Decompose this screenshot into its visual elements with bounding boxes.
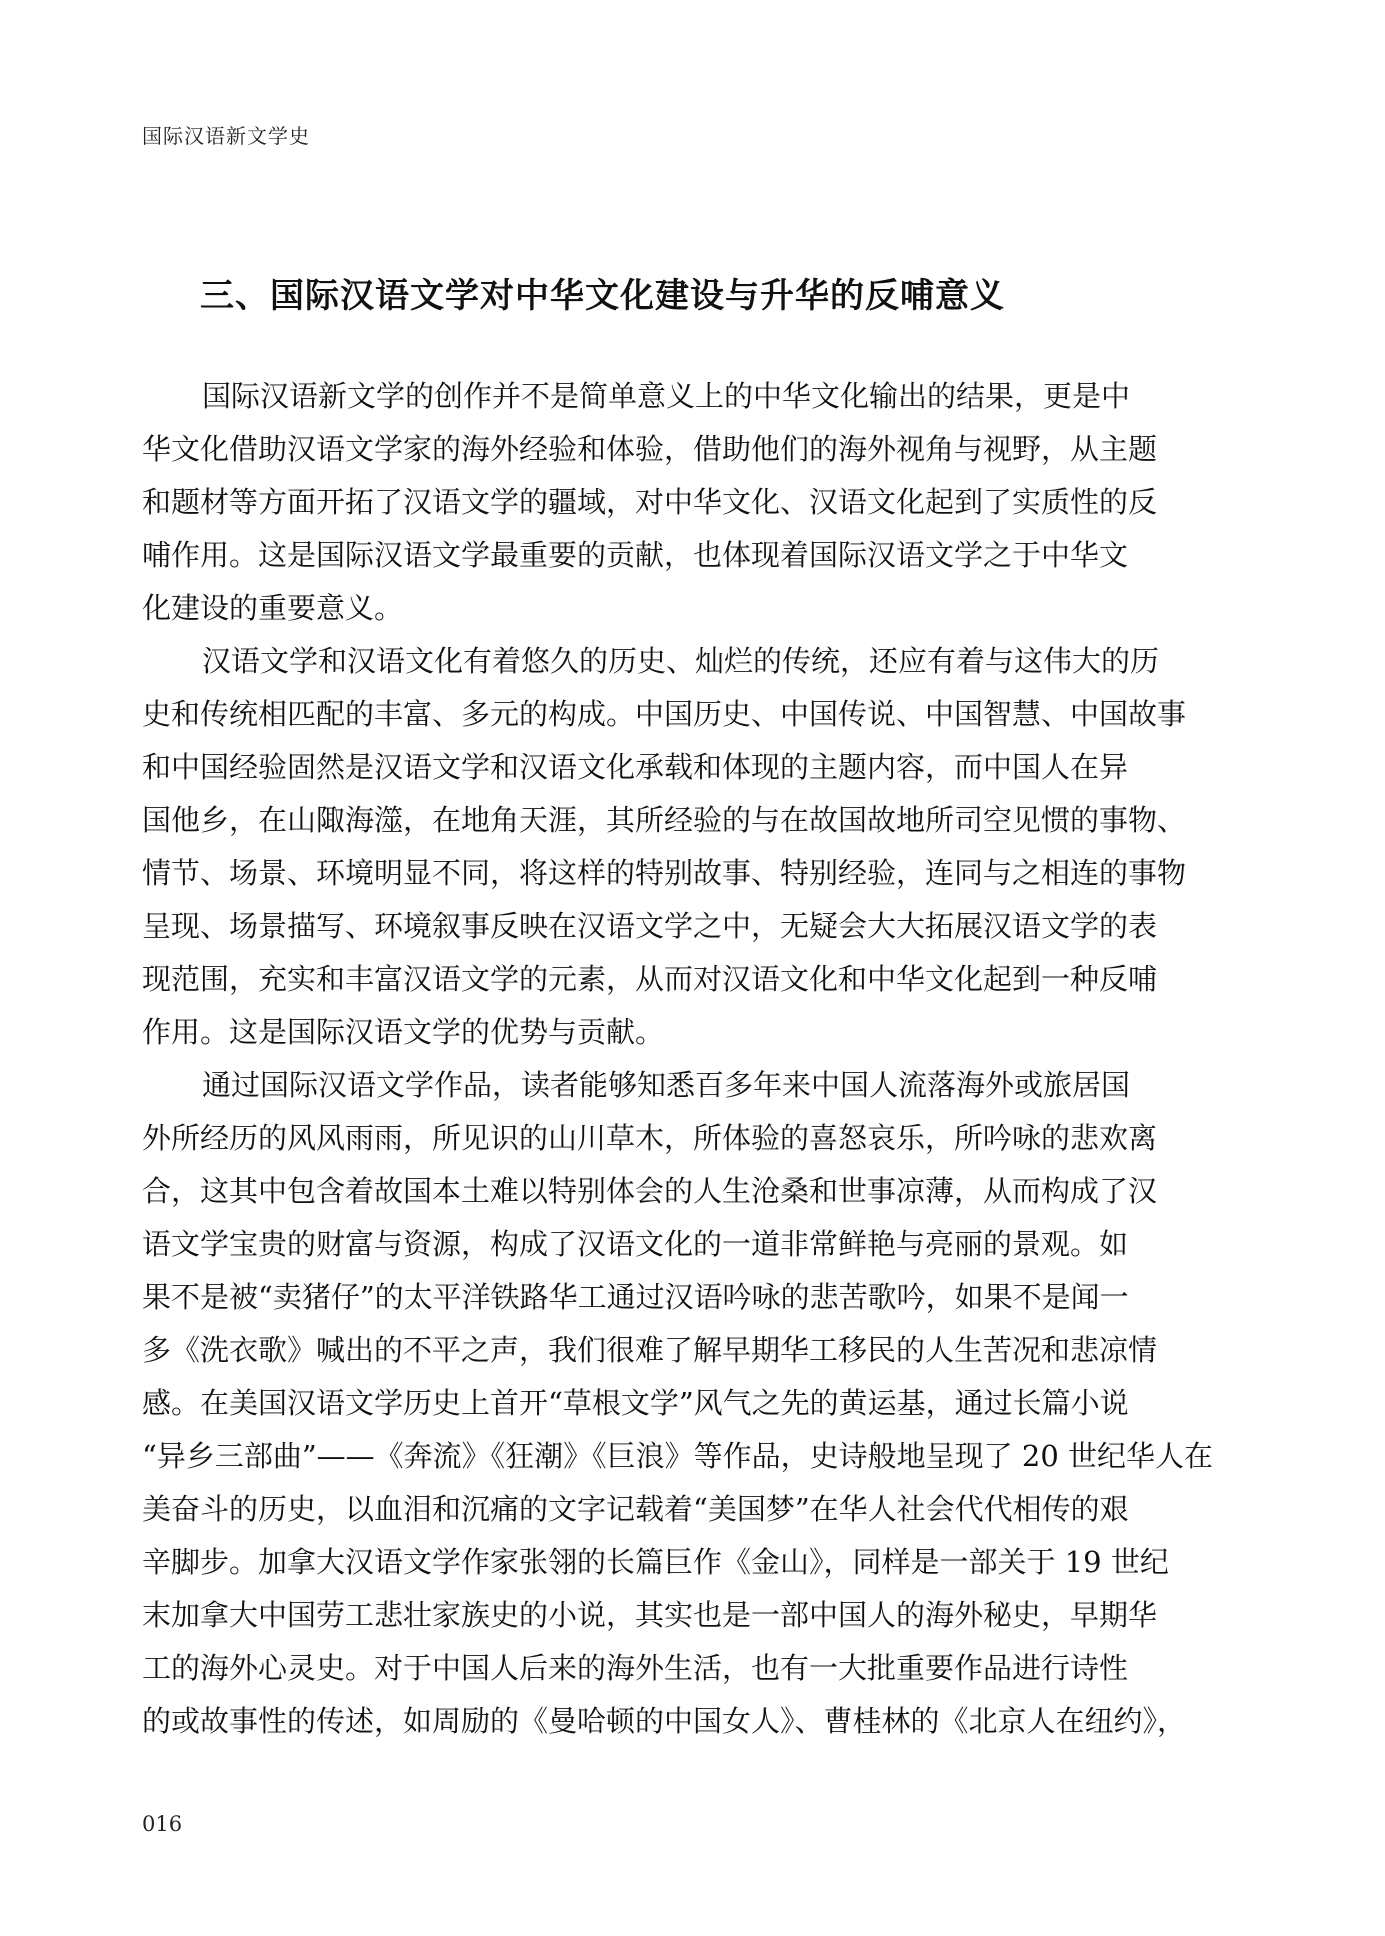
page-number: 016: [142, 1812, 183, 1836]
text-line: 情节、场景、环境明显不同，将这样的特别故事、特别经验，连同与之相连的事物: [142, 856, 1187, 890]
text-line: 化建设的重要意义。: [142, 591, 404, 625]
section-title: 三、国际汉语文学对中华文化建设与升华的反哺意义: [200, 276, 1005, 316]
body-text: [142, 370, 1213, 1748]
running-header: 国际汉语新文学史: [142, 124, 310, 148]
text-line: 合，这其中包含着故国本土难以特别体会的人生沧桑和世事凉薄，从而构成了汉: [142, 1174, 1158, 1208]
text-line: 美奋斗的历史，以血泪和沉痛的文字记载着“美国梦”在华人社会代代相传的艰: [142, 1492, 1129, 1526]
text-line: 华文化借助汉语文学家的海外经验和体验，借助他们的海外视角与视野，从主题: [142, 432, 1158, 466]
text-line: 呈现、场景描写、环境叙事反映在汉语文学之中，无疑会大大拓展汉语文学的表: [142, 909, 1158, 943]
text-line: 工的海外心灵史。对于中国人后来的海外生活，也有一大批重要作品进行诗性: [142, 1651, 1129, 1685]
text-line: 哺作用。这是国际汉语文学最重要的贡献，也体现着国际汉语文学之于中华文: [142, 538, 1129, 572]
text-line: 外所经历的风风雨雨，所见识的山川草木，所体验的喜怒哀乐，所吟咏的悲欢离: [142, 1121, 1158, 1155]
text-line: 史和传统相匹配的丰富、多元的构成。中国历史、中国传说、中国智慧、中国故事: [142, 697, 1187, 731]
text-line: 通过国际汉语文学作品，读者能够知悉百多年来中国人流落海外或旅居国: [202, 1068, 1131, 1102]
text-line: 的或故事性的传述，如周励的《曼哈顿的中国女人》、曹桂林的《北京人在纽约》，: [142, 1704, 1187, 1738]
text-line: 汉语文学和汉语文化有着悠久的历史、灿烂的传统，还应有着与这伟大的历: [202, 644, 1160, 678]
text-line: 和中国经验固然是汉语文学和汉语文化承载和体现的主题内容，而中国人在异: [142, 750, 1129, 784]
text-line: 和题材等方面开拓了汉语文学的疆域，对中华文化、汉语文化起到了实质性的反: [142, 485, 1158, 519]
text-line: 多《洗衣歌》喊出的不平之声，我们很难了解早期华工移民的人生苦况和悲凉情: [142, 1333, 1158, 1367]
text-line: 感。在美国汉语文学历史上首开“草根文学”风气之先的黄运基，通过长篇小说: [142, 1386, 1129, 1420]
text-line: 果不是被“卖猪仔”的太平洋铁路华工通过汉语吟咏的悲苦歌吟，如果不是闻一: [142, 1280, 1129, 1314]
text-line: “异乡三部曲”——《奔流》《狂潮》《巨浪》等作品，史诗般地呈现了 20 世纪华人在: [142, 1439, 1213, 1473]
text-line: 辛脚步。加拿大汉语文学作家张翎的长篇巨作《金山》，同样是一部关于 19 世纪: [142, 1545, 1169, 1579]
text-line: 国他乡，在山陬海澨，在地角天涯，其所经验的与在故国故地所司空见惯的事物、: [142, 803, 1187, 837]
text-line: 现范围，充实和丰富汉语文学的元素，从而对汉语文化和中华文化起到一种反哺: [142, 962, 1158, 996]
text-line: 国际汉语新文学的创作并不是简单意义上的中华文化输出的结果，更是中: [202, 379, 1131, 413]
text-line: 语文学宝贵的财富与资源，构成了汉语文化的一道非常鲜艳与亮丽的景观。如: [142, 1227, 1129, 1261]
text-line: 末加拿大中国劳工悲壮家族史的小说，其实也是一部中国人的海外秘史，早期华: [142, 1598, 1158, 1632]
text-line: 作用。这是国际汉语文学的优势与贡献。: [142, 1015, 665, 1049]
